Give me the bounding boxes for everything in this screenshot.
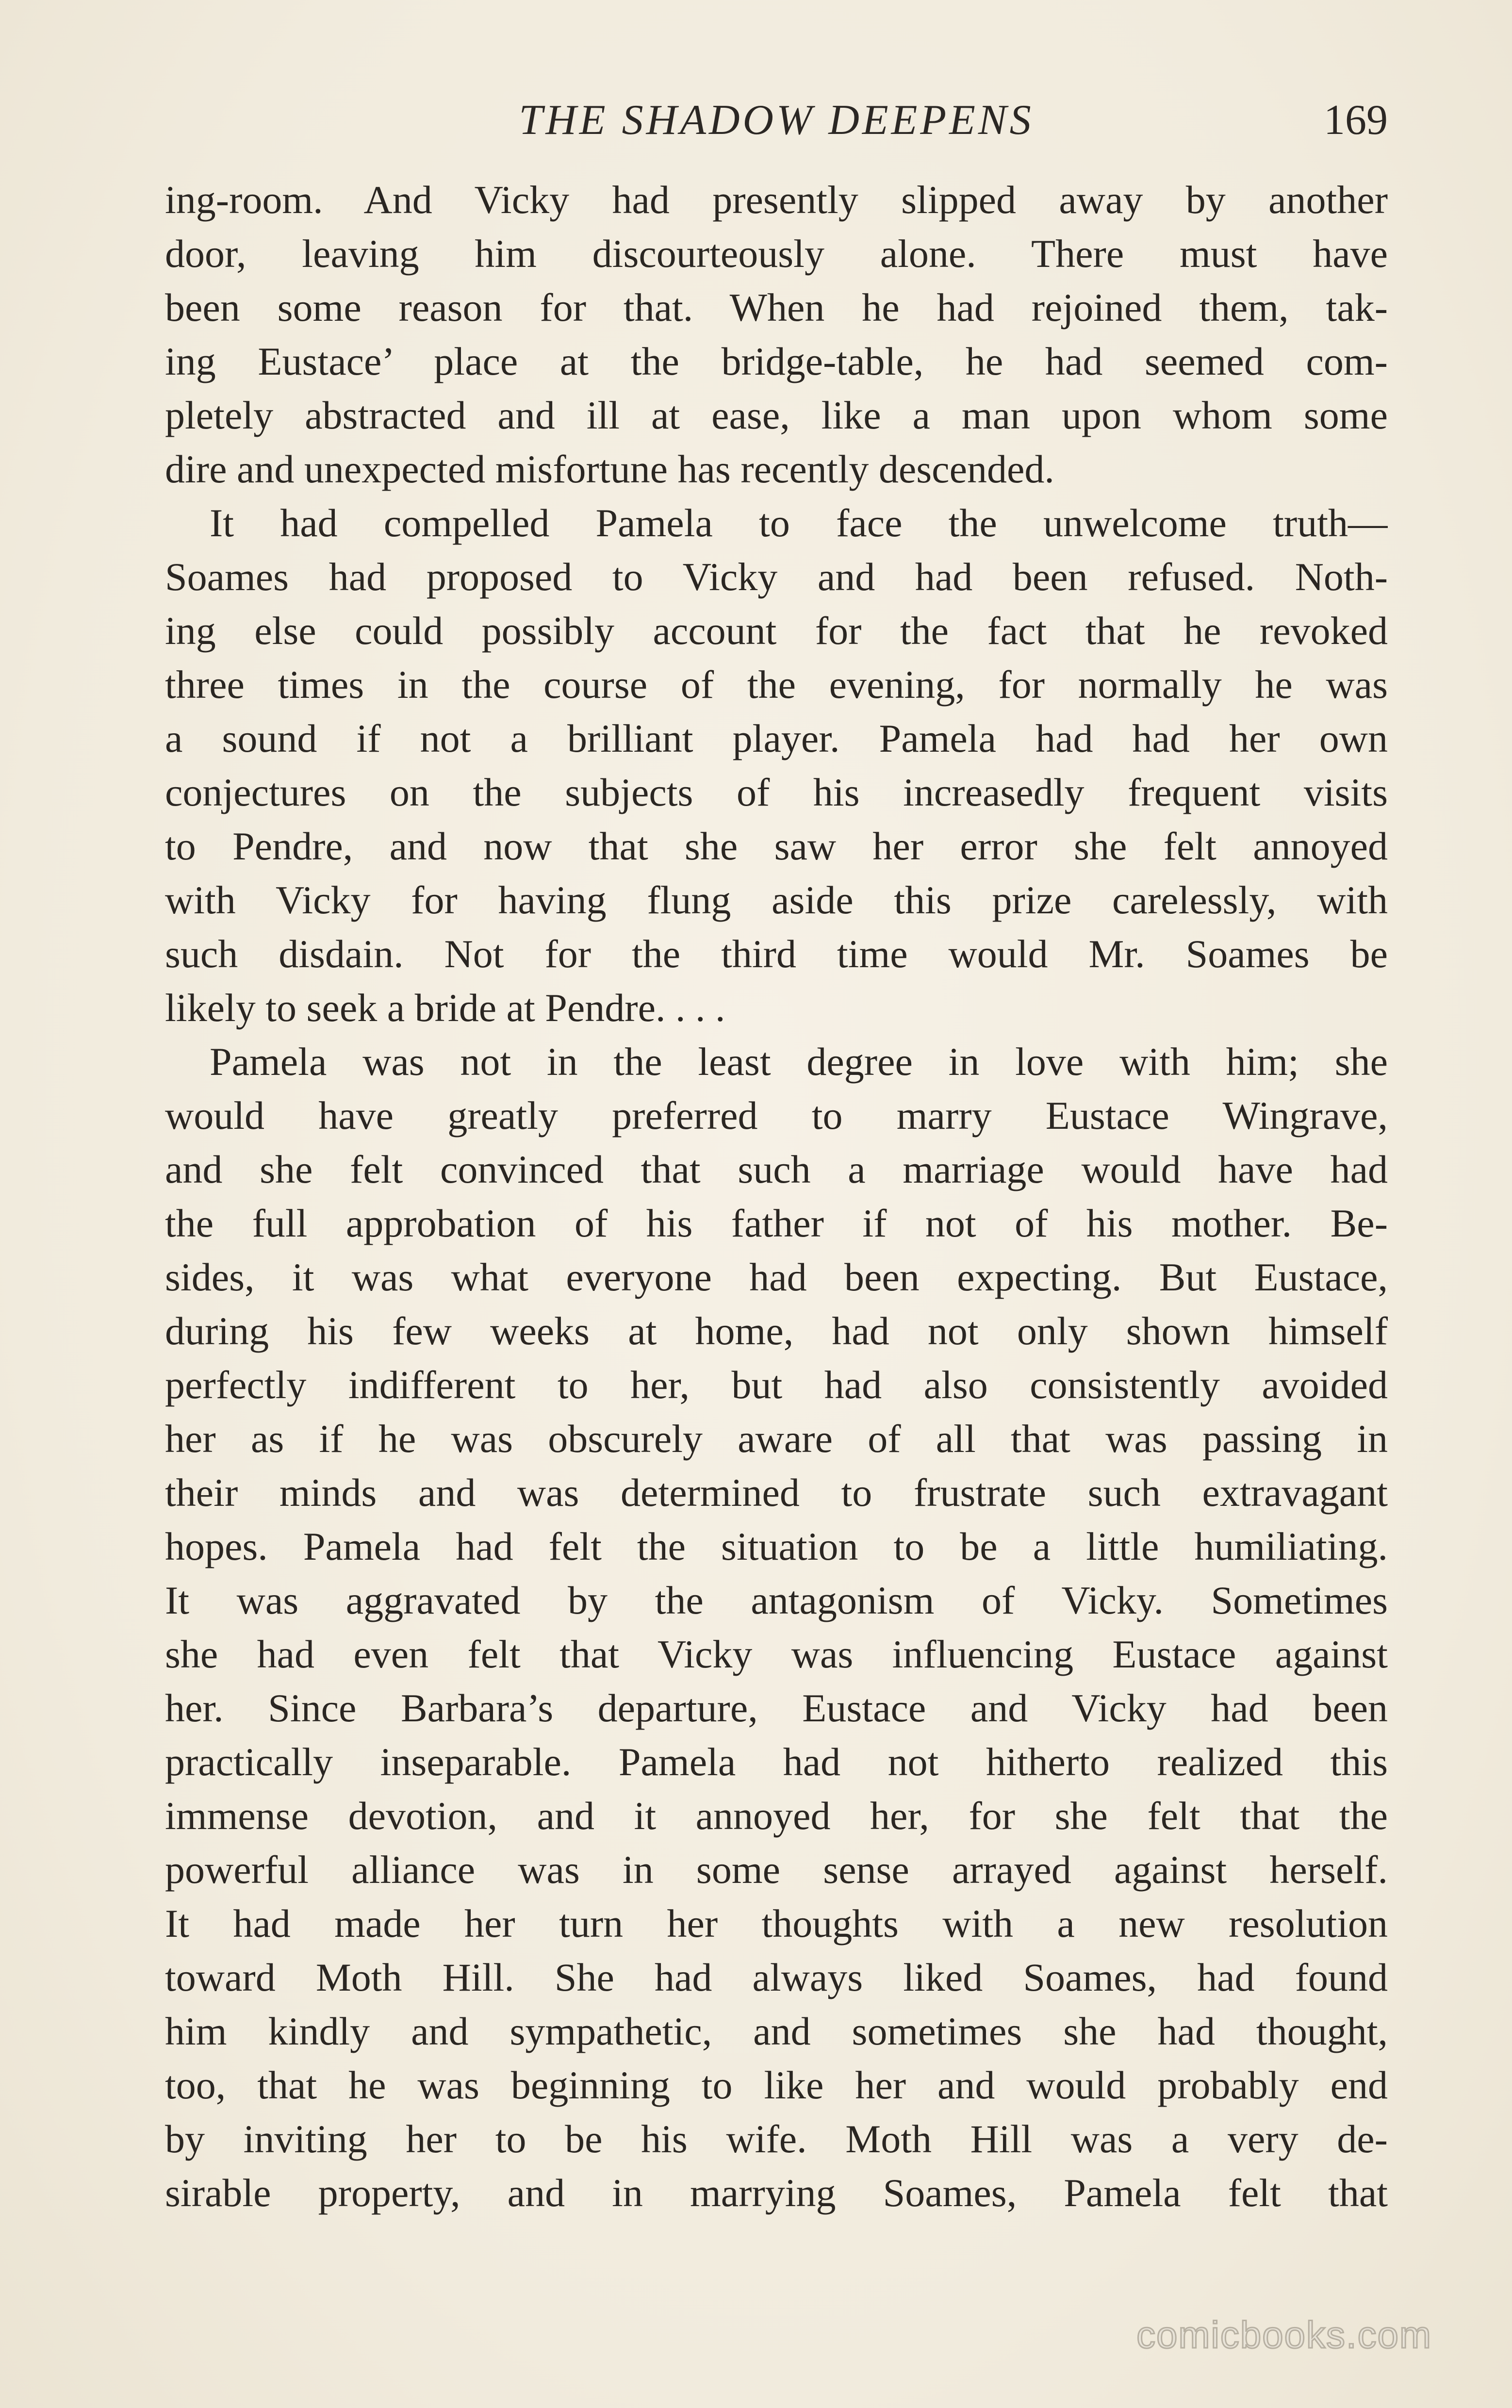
text-line: likely to seek a bride at Pendre. . . . — [165, 986, 725, 1030]
text-line: Pamela was not in the least degree in love with him; she — [210, 1039, 1388, 1084]
text-line: by inviting her to be his wife. Moth Hill was a very de- — [165, 2117, 1388, 2161]
page-header — [165, 91, 1388, 149]
text-line: and she felt convinced that such a marriage would have had — [165, 1147, 1388, 1191]
text-line: toward Moth Hill. She had always liked Soames, had found — [165, 1955, 1388, 1999]
text-line: too, that he was beginning to like her and would probably end — [165, 2063, 1388, 2107]
paragraph — [165, 173, 1388, 496]
text-line: been some reason for that. When he had rejoined them, tak- — [165, 285, 1388, 330]
text-line: with Vicky for having flung aside this prize carelessly, with — [165, 878, 1388, 922]
text-line: It was aggravated by the antagonism of Vicky. Sometimes — [165, 1578, 1388, 1622]
text-line: she had even felt that Vicky was influencing Eustace against — [165, 1632, 1388, 1676]
running-title: THE SHADOW DEEPENS — [519, 97, 1034, 144]
text-line: powerful alliance was in some sense arrayed against herself. — [165, 1847, 1388, 1892]
text-line: hopes. Pamela had felt the situation to be a little humiliating. — [165, 1524, 1388, 1568]
text-line: ing else could possibly account for the fact that he revoked — [165, 609, 1388, 653]
text-line: practically inseparable. Pamela had not hitherto realized this — [165, 1740, 1388, 1784]
text-line: immense devotion, and it annoyed her, for she felt that the — [165, 1794, 1388, 1838]
text-line: ing-room. And Vicky had presently slipped away by another — [165, 178, 1388, 222]
text-line: him kindly and sympathetic, and sometimes she had thought, — [165, 2009, 1388, 2053]
text-line: to Pendre, and now that she saw her error she felt annoyed — [165, 824, 1388, 868]
text-line: a sound if not a brilliant player. Pamela had had her own — [165, 716, 1388, 760]
text-line: conjectures on the subjects of his increasedly frequent visits — [165, 770, 1388, 814]
paragraph — [165, 1035, 1388, 2220]
text-line: sides, it was what everyone had been expecting. But Eustace, — [165, 1255, 1388, 1299]
text-line: ing Eustace’ place at the bridge-table, he had seemed com- — [165, 339, 1388, 383]
text-line: sirable property, and in marrying Soames, Pamela felt that — [165, 2171, 1388, 2215]
text-line: perfectly indifferent to her, but had also consistently avoided — [165, 1363, 1388, 1407]
text-line: her. Since Barbara’s departure, Eustace and Vicky had been — [165, 1686, 1388, 1730]
text-line: during his few weeks at home, had not only shown himself — [165, 1309, 1388, 1353]
text-line: her as if he was obscurely aware of all that was passing in — [165, 1417, 1388, 1461]
text-line: such disdain. Not for the third time would Mr. Soames be — [165, 932, 1388, 976]
text-line: the full approbation of his father if not of his mother. Be- — [165, 1201, 1388, 1245]
watermark: comicbooks.com — [1136, 2313, 1432, 2356]
text-line: dire and unexpected misfortune has recently descended. — [165, 447, 1054, 491]
page-number: 169 — [1324, 97, 1388, 144]
text-line: their minds and was determined to frustrate such extravagant — [165, 1470, 1388, 1515]
text-line: It had compelled Pamela to face the unwelcome truth— — [210, 501, 1388, 545]
text-line: would have greatly preferred to marry Eustace Wingrave, — [165, 1093, 1388, 1138]
text-line: It had made her turn her thoughts with a new resolution — [165, 1901, 1388, 1946]
text-line: door, leaving him discourteously alone. There must have — [165, 231, 1388, 276]
body-text — [165, 173, 1388, 2220]
text-line: three times in the course of the evening, for normally he was — [165, 662, 1388, 707]
paragraph — [165, 496, 1388, 1035]
text-line: Soames had proposed to Vicky and had been refused. Noth- — [165, 555, 1388, 599]
text-line: pletely abstracted and ill at ease, like a man upon whom some — [165, 393, 1388, 437]
